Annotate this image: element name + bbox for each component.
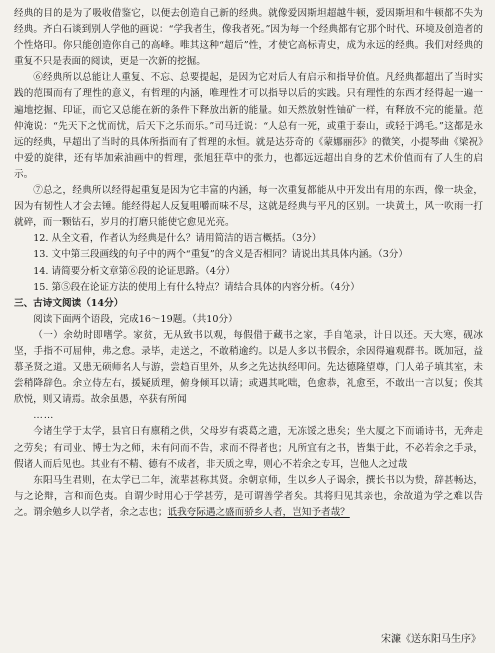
- passage-b-text: 今诸生学于太学，县官日有廪稍之供，父母岁有裘葛之遗，无冻馁之患矣；坐大厦之下而诵诗书，无奔走之劳矣；有司业、博士为之师，未有问而不告，求而不得者也；凡所宜有之书，皆集于此，不必若余之手录，假诸人而后见也。其业有不精、德有不成者，非天质之卑，则心不若余之专耳，岂他人之过哉: [14, 426, 483, 470]
- paragraph-continued: 经典的目的是为了吸收借鉴它，以便去创造自己新的经典。就像爱因斯坦超越牛顿，爱因斯坦和牛顿都不失为经典。齐白石谈到别人学他的画说：“学我者生，像我者死。”因为每一个经典都有它那个时代、环境及创造者的个性烙印。你只能创造你自己的高峰。唯其这种“超后”性，才使它高标青史，成为永远的经典。我们对经典的重复不只是表面的阅读，更是一次新的挖掘。: [14, 8, 483, 68]
- paragraph-7: ⑦总之，经典所以经得起重复是因为它丰富的内涵，每一次重复都能从中开发出有用的东西，像一块金，因为有韧性人才会去锤。能经得起人反复咀嚼而味不尽，这就是经典与平凡的区别。一块黄土，风一吹雨一打就碎，而一颗钻石，岁月的打磨只能使它愈见光亮。: [14, 185, 483, 229]
- question-14: 14. 请简要分析文章第⑥段的论证思路。（4分）: [33, 265, 236, 277]
- paragraph-6: ⑥经典所以总能让人重复、不忘、总要提起，是因为它对后人有启示和指导价值。凡经典都超出了当时实践的范围而有了理性的意义，有哲理的内涵，唯理性才可以指导以后的实践。只有理性的东西才经得起一遍一遍地挖掘、印证，而它又总能在新的条件下释放出新的能量。如天然放射性铀矿一样，有释放不完的能量。范仲淹说：“先天下之忧而忧，后天下之乐而乐。”司马迁说：“人总有一死，或重于泰山，或轻于鸿毛。”这都是永远的经典，早超出了当时的具体所指而有了哲理的永恒。就是达芬奇的《蒙娜丽莎》的微笑，小提琴曲《梁祝》中爱的旋律，还有毕加索油画中的哲理，张旭狂草中的张力，也都远远超出自身的艺术价值而有了人生的启示。: [14, 72, 483, 180]
- question-13: 13. 文中第三段画线的句子中的两个“重复”的含义是否相同？请说出其具体内涵。（3分）: [33, 249, 408, 261]
- question-15: 15. 第⑤段在论证方法的使用上有什么特点？请结合具体的内容分析。（4分）: [33, 281, 360, 293]
- ellipsis: ……: [33, 410, 55, 422]
- passage-b2-text: 东阳马生君则，在太学已二年，流辈甚称其贤。余朝京师，生以乡人子谒余，撰长书以为贽，辞甚畅达，与之论辩，言和而色夷。自谓少时用心于学甚劳，是可谓善学者矣。其将归见其亲也，余故道为学之难以告之。谓余勉乡人以学者，余之志也；: [14, 474, 483, 518]
- section-instruction: 阅读下面两个语段，完成16～19题。（共10分）: [33, 313, 238, 325]
- section-title: 三、古诗文阅读（14分）: [14, 297, 124, 309]
- passage-b-2: [14, 473, 483, 521]
- question-12: 12. 从全文看，作者认为经典是什么？请用简洁的语言概括。（3分）: [33, 233, 322, 245]
- passage-b-1: [14, 424, 483, 472]
- passage-a: （一）余幼时即嗜学。家贫，无从致书以观，每假借于藏书之家，手自笔录，计日以还。天大寒，砚冰坚，手指不可屈伸，弗之怠。录毕，走送之，不敢稍逾约。以是人多以书假余，余因得遍观群书。既加冠，益慕圣贤之道。又患无硕师名人与游，尝趋百里外，从乡之先达执经叩问。先达德隆望尊，门人弟子填其室，未尝稍降辞色。余立侍左右，援疑质理，俯身倾耳以请；或遇其叱咄，色愈恭，礼愈至，不敢出一言以复；俟其欣悦，则又请焉。故余虽愚，卒获有所闻: [14, 329, 483, 406]
- source-citation: 宋濂《送东阳马生序》: [381, 634, 481, 645]
- passage-b2-underlined: 诋我夸际遇之盛而骄乡人者，岂知予者哉？: [167, 506, 350, 518]
